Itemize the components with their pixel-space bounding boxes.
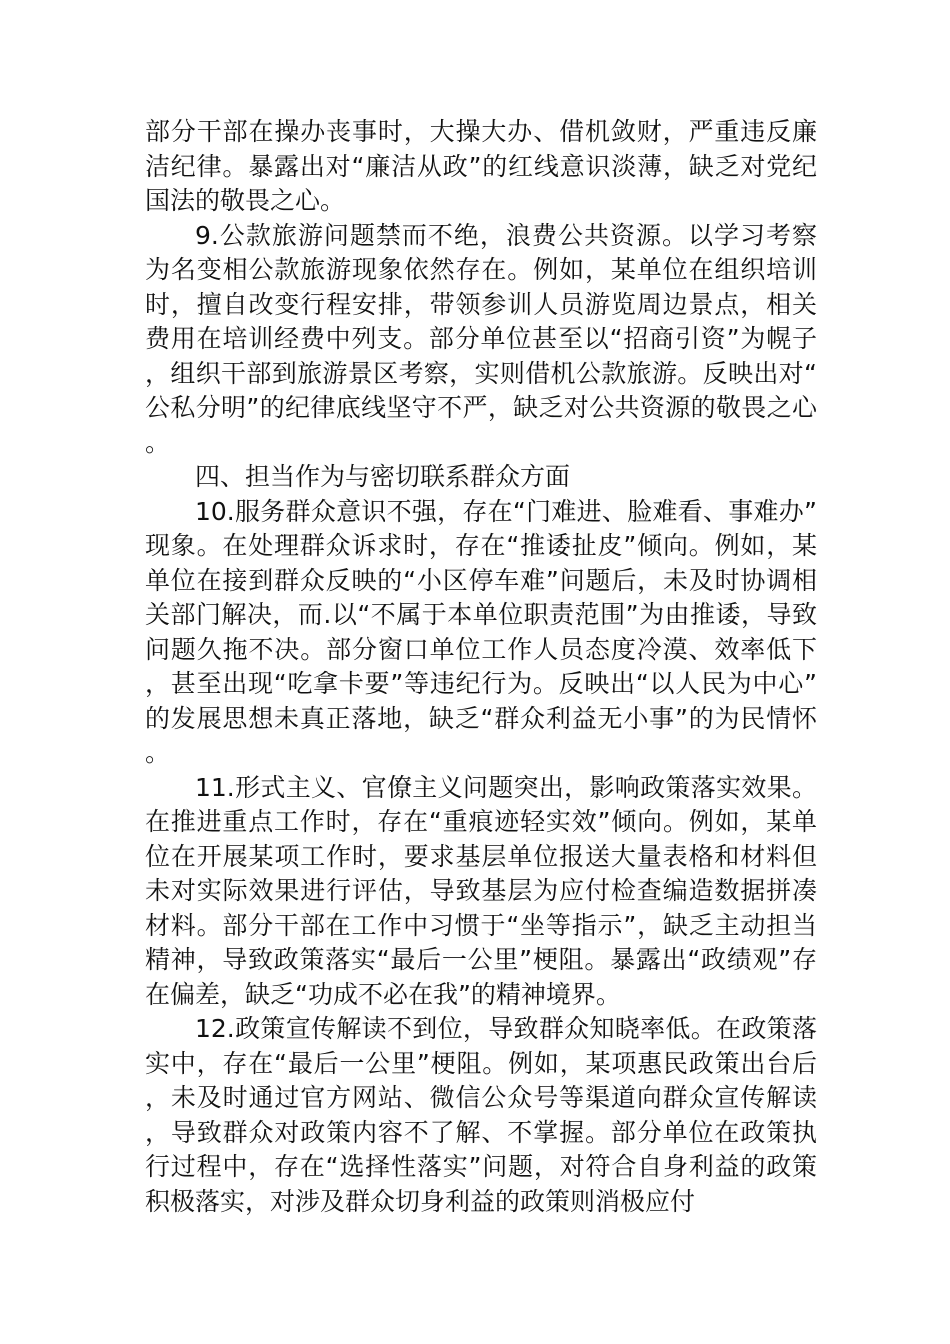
paragraph-item-10: 10.服务群众意识不强，存在“门难进、脸难看、事难办”现象。在处理群众诉求时，存在“推诿扯皮”倾向。例如，某单位在接到群众反映的“小区停车难”问题后，未及时协调相关部门解决，而.以“不属于本单位职责范围”为由推诿，导致问题久拖不决。部分窗口单位工作人员态度冷漠、效率低下，甚至出现“吃拿卡要”等违纪行为。反映出“以人民为中心”的发展思想未真正落地，缺乏“群众利益无小事”的为民情怀。: [145, 496, 817, 767]
paragraph-item-11: 11.形式主义、官僚主义问题突出，影响政策落实效果。在推进重点工作时，存在“重痕迹轻实效”倾向。例如，某单位在开展某项工作时，要求基层单位报送大量表格和材料但未对实际效果进行评估，导致基层为应付检查编造数据拼凑材料。部分干部在工作中习惯于“坐等指示”，缺乏主动担当精神，导致政策落实“最后一公里”梗阻。暴露出“政绩观”存在偏差，缺乏“功成不必在我”的精神境界。: [145, 772, 817, 1009]
document-body: [145, 115, 817, 1219]
paragraph-item-12: 12.政策宣传解读不到位，导致群众知晓率低。在政策落实中，存在“最后一公里”梗阻。例如，某项惠民政策出台后，未及时通过官方网站、微信公众号等渠道向群众宣传解读，导致群众对政策内容不了解、不掌握。部分单位在政策执行过程中，存在“选择性落实”问题，对符合自身利益的政策积极落实，对涉及群众切身利益的政策则消极应付: [145, 1014, 817, 1216]
section-heading: 四、担当作为与密切联系群众方面: [195, 462, 571, 491]
paragraph-continuation: 部分干部在操办丧事时，大操大办、借机敛财，严重违反廉洁纪律。暴露出对“廉洁从政”的红线意识淡薄，缺乏对党纪国法的敬畏之心。: [145, 117, 817, 215]
paragraph-item-9: 9.公款旅游问题禁而不绝，浪费公共资源。以学习考察为名变相公款旅游现象依然存在。例如，某单位在组织培训时，擅自改变行程安排，带领参训人员游览周边景点，相关费用在培训经费中列支。部分单位甚至以“招商引资”为幌子，组织干部到旅游景区考察，实则借机公款旅游。反映出对“公私分明”的纪律底线坚守不严，缺乏对公共资源的敬畏之心。: [145, 220, 817, 457]
